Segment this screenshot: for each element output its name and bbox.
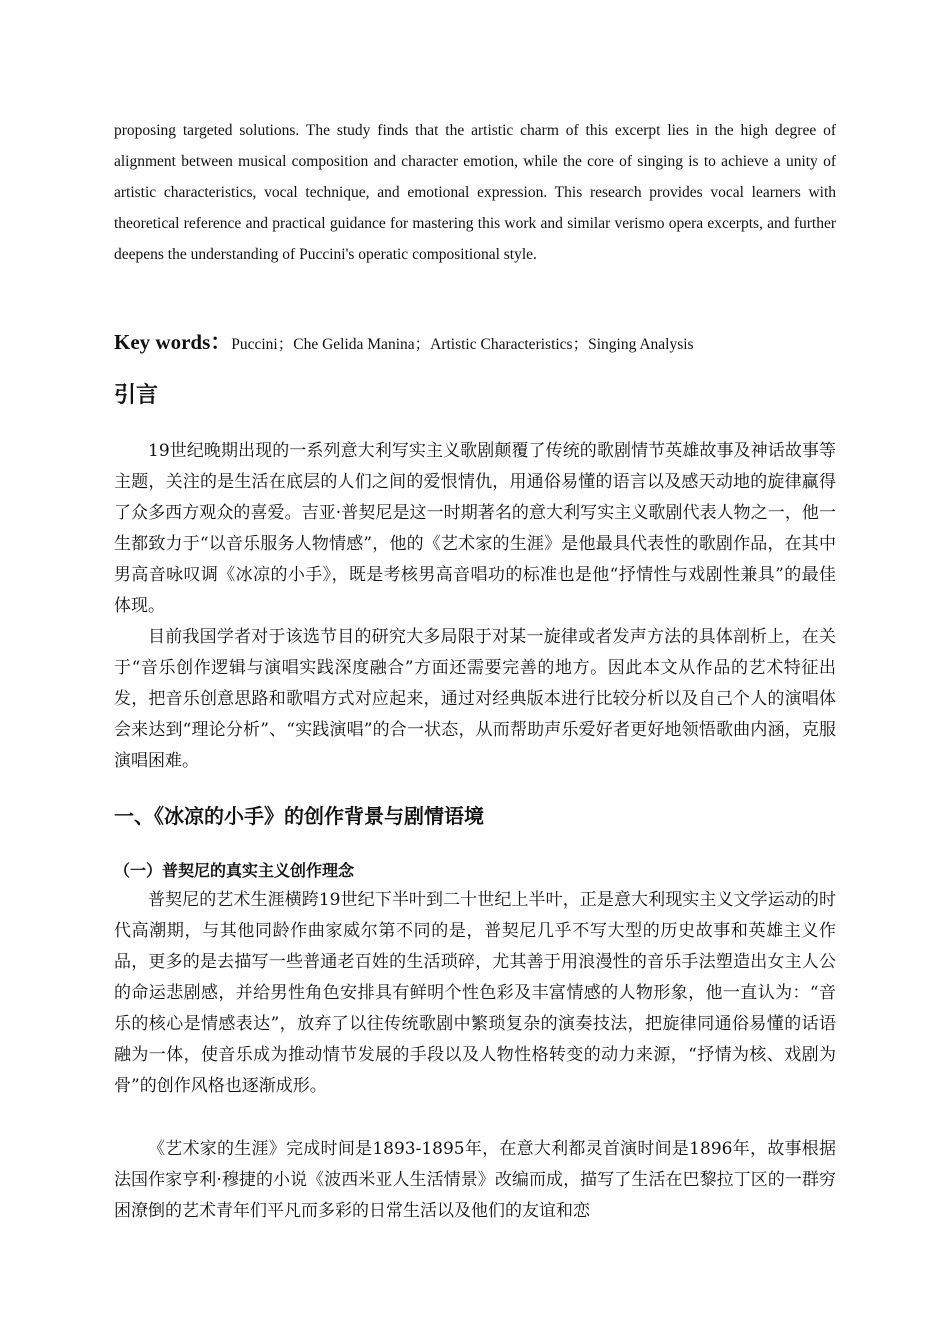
section-1-1-heading: （一）普契尼的真实主义创作理念: [114, 861, 355, 880]
intro-paragraph-2: 目前我国学者对于该选节目的研究大多局限于对某一旋律或者发声方法的具体剖析上，在关于“音乐创作逻辑与演唱实践深度融合”方面还需要完善的地方。因此本文从作品的艺术特征出发，把音乐创意思路和歌唱方式对应起来，通过对经典版本进行比较分析以及自己个人的演唱体会来达到“理论分析”、“实践演唱”的合一状态，从而帮助声乐爱好者更好地领悟歌曲内涵，克服演唱困难。: [114, 627, 836, 771]
abstract-english-text: proposing targeted solutions. The study finds that the artistic charm of this excerpt lies in the high degree of alignment between musical composition and character emotion, while the core of singing is to achieve a unity of artistic characteristics, vocal technique, and emotional expression. This research provides vocal learners with theoretical reference and practical guidance for mastering this work and similar verismo opera excerpts, and further deepens the understanding of Puccini's operatic compositional style.: [114, 122, 836, 263]
intro-paragraph-1: 19世纪晚期出现的一系列意大利写实主义歌剧颠覆了传统的歌剧情节英雄故事及神话故事等主题，关注的是生活在底层的人们之间的爱恨情仇，用通俗易懂的语言以及感天动地的旋律赢得了众多西方观众的喜爱。吉亚·普契尼是这一时期著名的意大利写实主义歌剧代表人物之一，他一生都致力于“以音乐服务人物情感”，他的《艺术家的生涯》是他最具代表性的歌剧作品，在其中男高音咏叹调《冰凉的小手》，既是考核男高音唱功的标准也是他“抒情性与戏剧性兼具”的最佳体现。: [114, 441, 836, 616]
keywords-line: [114, 326, 836, 356]
section-1-heading: 一、《冰凉的小手》的创作背景与剧情语境: [114, 804, 484, 828]
keywords-items: Puccini；Che Gelida Manina；Artistic Characteristics；Singing Analysis: [231, 336, 694, 353]
section-1-1-paragraph-2: 《艺术家的生涯》完成时间是1893-1895年，在意大利都灵首演时间是1896年，故事根据法国作家亨利·穆捷的小说《波西米亚人生活情景》改编而成，描写了生活在巴黎拉丁区的一群穷困潦倒的艺术青年们平凡而多彩的日常生活以及他们的友谊和恋: [114, 1139, 836, 1221]
intro-heading: 引言: [114, 383, 159, 408]
keywords-label: Key words：: [114, 330, 232, 354]
section-1-1-paragraph-1: 普契尼的艺术生涯横跨19世纪下半叶到二十世纪上半叶，正是意大利现实主义文学运动的时代高潮期，与其他同龄作曲家威尔第不同的是，普契尼几乎不写大型的历史故事和英雄主义作品，更多的是去描写一些普通老百姓的生活琐碎，尤其善于用浪漫性的音乐手法塑造出女主人公的命运悲剧感，并给男性角色安排具有鲜明个性色彩及丰富情感的人物形象，他一直认为：“音乐的核心是情感表达”，放弃了以往传统歌剧中繁琐复杂的演奏技法，把旋律同通俗易懂的话语融为一体，使音乐成为推动情节发展的手段以及人物性格转变的动力来源，“抒情为核、戏剧为骨”的创作风格也逐渐成形。: [114, 890, 836, 1096]
